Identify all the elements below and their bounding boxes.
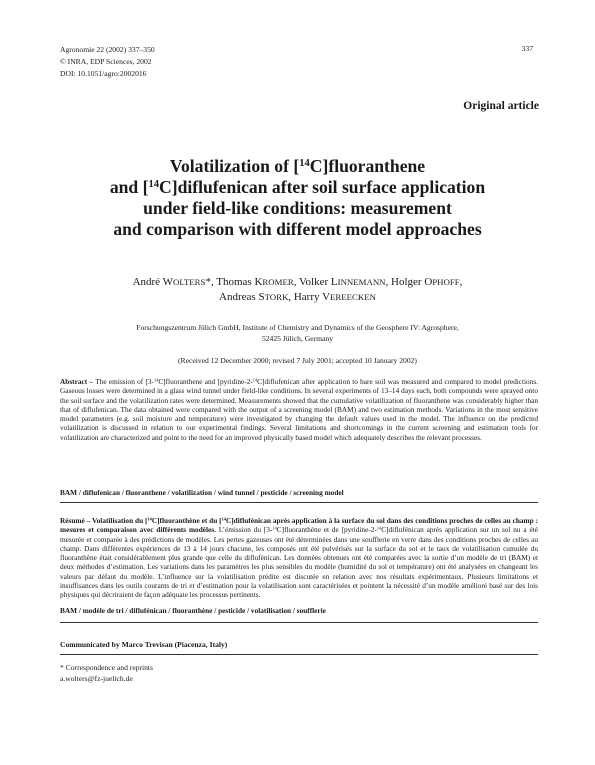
page-number: 337 [521,44,533,53]
abstract-paragraph: Abstract – The emission of [3-$^{14}$C]fluoranthene and [pyridine-2-$^{14}$C]diflufenican after application to bare soil was measured and compared to model predictions. Gaseous losses were determined in a glass wind tunnel under field-like conditions. In several experiments of 13–14 days each, both compounds were sprayed onto the soil surface and the volatilization rates were determined. Measurements showed that the cumulative volatilization of fluoranthene was considerably higher than that of diflufenican. The data obtained were compared with the output of a screening model (BAM) and two estimation methods. Variations in the most sensitive model parameters (e.g. soil moisture and temperature) were investigated by changing the default values used in the model. The influence on the predicted volatilization is discussed in relation to our experimental findings. Several limitations and shortcomings in the current screening and estimation tools for volatilization are characterized and point to the need for an improved physically based model which adequately describes the relevant processes. [60,377,539,442]
author-ophoff: Holger OPHOFF [391,276,460,288]
keywords-french: BAM / modèle de tri / diflufénican / fluoranthène / pesticide / volatilisation / soufflerie [60,606,326,615]
correspondence-email[interactable]: a.wolters@fz-juelich.de [60,674,133,683]
title-line-4: and comparison with different model approaches [113,219,482,239]
title-line-2: and [$^{14}$C]diflufenican after soil surface application [109,177,486,197]
resume-title: Résumé – Volatilisation du [$^{14}$C]fluoranthène et du [$^{14}$C]diflufénican après application à la surface du sol dans des conditions proches de celles au champ : mesures et comparaison avec différents modèles. [60,516,538,535]
journal-header [60,44,155,80]
author-line-1: André WOLTERS*, Thomas KROMER, Volker LINNEMANN, Holger OPHOFF, [132,276,463,288]
communicated-by: Communicated by Marco Trevisan (Piacenza, Italy) [60,640,228,649]
footnote-divider [60,654,538,655]
title-line-3: under field-like conditions: measurement [143,198,452,218]
affiliation [40,322,555,344]
correspondence-footnote [60,662,153,684]
copyright-line: © INRA, EDP Sciences, 2002 [60,57,152,66]
author-list [40,275,555,304]
author-vereecken: Harry VEREECKEN [293,290,376,303]
abstract-label: Abstract – [60,377,96,386]
article-title [40,156,555,240]
section-divider [60,622,538,623]
affiliation-line-2: 52425 Jülich, Germany [261,334,334,343]
article-type-label: Original article [463,100,539,112]
author-kromer: Thomas KROMER [216,276,294,288]
journal-citation: Agronomie 22 (2002) 337–350 [60,45,155,54]
keywords-english: BAM / diflufenican / fluoranthene / volatilization / wind tunnel / pesticide / screening model [60,488,344,497]
author-line-2: Andreas STORK, Harry VEREECKEN [219,290,376,303]
correspondence-label: * Correspondence and reprints [60,663,153,672]
doi-line[interactable]: DOI: 10.1051/agro:2002016 [60,69,147,78]
resume-paragraph: Résumé – Volatilisation du [$^{14}$C]fluoranthène et du [$^{14}$C]diflufénican après application à la surface du sol dans des conditions proches de celles au champ : mesures et comparaison avec différents modèles. L’émission du [3-$^{14}$C]fluoranthène et de [pyridine-2-$^{14}$C]diflufénican après application sur un sol nu a été mesurée et comparée à des prédictions de modèles. Les pertes gazeuses ont été déterminées dans une soufflerie en verre dans des conditions proches de celles au champ. Dans différentes expériences de 13 à 14 jours chacune, les composés ont été pulvérisés sur la surface du sol et le taux de volatilisation cumulée du fluoranthène était considérablement plus grande que celle du diflufénican. Les données obtenues ont été comparées avec la sortie d’un modèle de tri (BAM) et deux méthodes d’estimation. Les variations dans les paramètres les plus sensibles du modèle (humidité du sol et température) ont été analysées en changeant les valeurs par défaut du modèle. L’influence sur la volatilisation prédite est discutée en relation avec nos résultats expérimentaux. Plusieurs limitations et insuffisances dans les outils courants de tri et d’estimation pour la volatilisation sont caractérisées et pointent la nécessité d’un modèle amélioré basé sur des lois physiques qui décriraient de façon adéquate les processus pertinents. [60,516,538,600]
title-line-1: Volatilization of [$^{14}$C]fluoranthene [169,156,426,176]
affiliation-line-1: Forschungszentrum Jülich GmbH, Institute of Chemistry and Dynamics of the Geosphere IV: Agrosphere, [136,323,459,332]
received-dates: (Received 12 December 2000; revised 7 July 2001; accepted 10 January 2002) [178,356,417,365]
author-stork: Andreas STORK [219,290,289,303]
author-linnemann: Volker LINNEMANN [299,276,386,288]
author-wolters: André WOLTERS*, [132,276,217,288]
section-divider [60,502,538,503]
